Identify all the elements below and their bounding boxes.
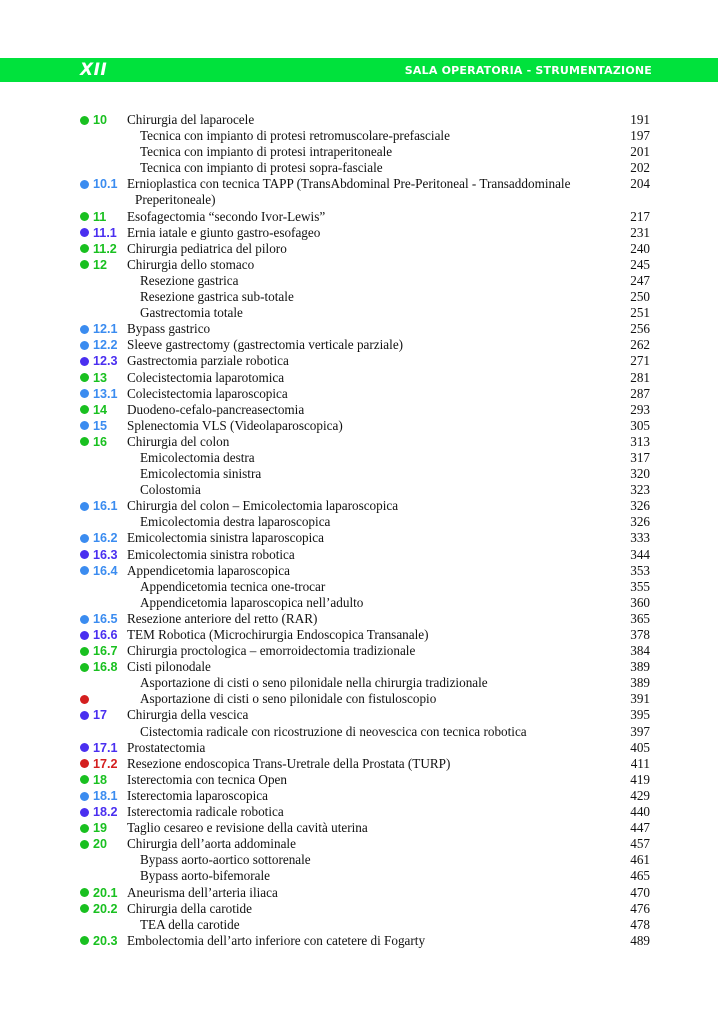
toc-entry-page: 478 — [630, 916, 650, 932]
toc-entry-title — [140, 724, 620, 740]
toc-entry[interactable] — [0, 257, 718, 273]
toc-entry-page: 197 — [630, 128, 650, 144]
green-bullet-icon — [80, 840, 89, 849]
toc-entry-page: 457 — [630, 836, 650, 852]
green-bullet-icon — [80, 888, 89, 897]
toc-entry-title — [127, 370, 607, 386]
toc-entry-page: 293 — [630, 401, 650, 417]
toc-entry-title — [140, 450, 620, 466]
toc-entry-title-text: Esofagectomia “secondo Ivor-Lewis” — [127, 208, 326, 224]
toc-entry-title — [127, 547, 607, 563]
toc-entry[interactable] — [0, 868, 718, 884]
toc-entry-number: 17.1 — [93, 740, 118, 755]
toc-entry-title — [140, 466, 620, 482]
toc-entry-number: 20.3 — [93, 933, 118, 948]
toc-entry[interactable] — [0, 386, 718, 402]
toc-entry[interactable] — [0, 740, 718, 756]
toc-entry-title-text: Emicolectomia sinistra laparoscopica — [127, 530, 325, 546]
toc-entry-page: 411 — [630, 755, 650, 771]
toc-entry-number: 11.2 — [93, 241, 117, 256]
toc-entry-title — [140, 579, 620, 595]
toc-entry-title — [140, 868, 620, 884]
toc-entry-page: 344 — [630, 546, 650, 562]
toc-entry-page: 465 — [630, 868, 650, 884]
toc-entry-page: 287 — [630, 385, 650, 401]
toc-entry-title-text: Chirurgia del colon — [127, 433, 230, 449]
toc-entry[interactable] — [0, 209, 718, 225]
toc-entry-title-text: Resezione endoscopica Trans-Uretrale della Prostata (TURP) — [127, 755, 451, 771]
toc-entry[interactable] — [0, 418, 718, 434]
toc-entry-number: 15 — [93, 418, 108, 433]
toc-entry-page: 201 — [630, 144, 650, 160]
toc-entry-title-text: Colostomia — [140, 482, 201, 498]
purple-bullet-icon — [80, 550, 89, 559]
toc-entry-title — [140, 305, 620, 321]
toc-entry-number: 19 — [93, 821, 108, 836]
toc-entry[interactable] — [0, 804, 718, 820]
toc-entry-title-text: TEA della carotide — [140, 916, 240, 932]
toc-entry-page: 202 — [630, 160, 650, 176]
toc-entry-title — [127, 740, 607, 756]
toc-entry-number: 17 — [93, 708, 108, 723]
toc-entry[interactable] — [0, 547, 718, 563]
toc-entry-title — [127, 498, 607, 514]
toc-entry-page: 419 — [630, 771, 650, 787]
toc-entry[interactable] — [0, 772, 718, 788]
toc-entry[interactable] — [0, 756, 718, 772]
toc-entry[interactable] — [0, 370, 718, 386]
blue-bullet-icon — [80, 421, 89, 430]
toc-entry-page: 378 — [630, 627, 650, 642]
toc-entry-title — [127, 241, 607, 257]
toc-entry-title — [140, 160, 620, 176]
toc-entry-title — [127, 659, 607, 675]
green-bullet-icon — [80, 116, 89, 125]
blue-bullet-icon — [80, 325, 89, 334]
blue-bullet-icon — [80, 615, 89, 624]
purple-bullet-icon — [80, 743, 89, 752]
toc-entry-number: 12.1 — [93, 322, 118, 337]
toc-entry-page: 397 — [630, 723, 650, 739]
toc-entry-title — [127, 901, 607, 917]
toc-entry-number: 16.2 — [93, 531, 118, 546]
toc-entry-title — [140, 273, 620, 289]
toc-entry[interactable] — [0, 917, 718, 933]
red-bullet-icon — [80, 695, 89, 704]
toc-entry-page: 217 — [630, 208, 650, 224]
toc-entry-number: 18.2 — [93, 805, 118, 820]
toc-entry-title — [127, 885, 607, 901]
toc-entry-title — [127, 563, 607, 579]
toc-entry[interactable] — [0, 241, 718, 257]
toc-entry[interactable] — [0, 337, 718, 353]
red-bullet-icon — [80, 759, 89, 768]
toc-entry-title-text: Chirurgia della carotide — [127, 900, 252, 916]
toc-entry[interactable] — [0, 498, 718, 514]
header-band — [0, 58, 718, 82]
toc-entry-page: 305 — [630, 417, 650, 433]
toc-entry[interactable] — [0, 675, 718, 691]
toc-entry-title — [127, 643, 607, 659]
toc-entry-title-text: Cisti pilonodale — [127, 659, 211, 675]
toc-entry[interactable] — [0, 402, 718, 418]
toc-entry-number: 13 — [93, 370, 108, 385]
toc-entry[interactable] — [0, 273, 718, 289]
toc-entry-number: 16.5 — [93, 611, 118, 626]
toc-entry-title — [140, 675, 620, 691]
toc-entry-title — [127, 820, 607, 836]
purple-bullet-icon — [80, 631, 89, 640]
toc-entry-title — [127, 257, 607, 273]
toc-entry[interactable] — [0, 611, 718, 627]
toc-entry-title — [127, 788, 607, 804]
toc-entry-title — [127, 627, 607, 643]
toc-entry-page: 262 — [630, 337, 650, 353]
toc-entry-page: 489 — [630, 932, 650, 948]
green-bullet-icon — [80, 373, 89, 382]
section-title: SALA OPERATORIA - STRUMENTAZIONE — [404, 63, 652, 77]
toc-entry-title — [140, 482, 620, 498]
toc-entry-title-text: Emicolectomia sinistra — [140, 466, 262, 482]
toc-entry[interactable] — [0, 852, 718, 868]
toc-entry-title-text: Colecistectomia laparotomica — [127, 369, 285, 385]
toc-entry-title-text: Chirurgia del colon – Emicolectomia laparoscopica — [127, 498, 399, 514]
toc-entry-page: 353 — [630, 562, 650, 578]
toc-entry-title — [127, 225, 607, 241]
toc-entry-title — [127, 209, 607, 225]
toc-entry-title — [127, 611, 607, 627]
toc-entry-title-text: Bypass aorto-bifemorale — [140, 868, 271, 884]
toc-entry-page: 250 — [630, 289, 650, 305]
toc-entry[interactable] — [0, 144, 718, 160]
toc-entry[interactable] — [0, 530, 718, 546]
blue-bullet-icon — [80, 341, 89, 350]
toc-entry-title-text: Asportazione di cisti o seno pilonidale nella chirurgia tradizionale — [140, 675, 488, 691]
toc-entry-page: 447 — [630, 820, 650, 836]
toc-entry[interactable] — [0, 514, 718, 530]
toc-entry-number: 16.3 — [93, 547, 118, 562]
toc-entry-title — [127, 756, 607, 772]
toc-entry[interactable] — [0, 305, 718, 321]
toc-entry-title-text: Appendicetomia tecnica one-trocar — [140, 578, 326, 594]
toc-entry-title — [140, 128, 620, 144]
toc-entry-number: 16.6 — [93, 628, 118, 642]
toc-entry[interactable] — [0, 289, 718, 305]
toc-entry-number: 12.3 — [93, 354, 118, 369]
toc-entry-title — [127, 933, 607, 949]
blue-bullet-icon — [80, 566, 89, 575]
toc-entry-title-text: Chirurgia della vescica — [127, 707, 249, 723]
toc-entry-page: 461 — [630, 852, 650, 868]
toc-entry-number: 20 — [93, 837, 108, 852]
green-bullet-icon — [80, 437, 89, 446]
toc-entry-title-text: Bypass gastrico — [127, 321, 211, 337]
toc-entry-title-text: Isterectomia radicale robotica — [127, 804, 284, 820]
toc-entry-title — [127, 434, 607, 450]
toc-entry-title-text: Colecistectomia laparoscopica — [127, 385, 288, 401]
toc-entry-title-text: Aneurisma dell’arteria iliaca — [127, 884, 278, 900]
toc-entry-number: 11 — [93, 209, 107, 224]
toc-entry-page: 389 — [630, 675, 650, 691]
toc-entry[interactable] — [0, 321, 718, 337]
toc-entry-title — [140, 595, 620, 611]
toc-entry-page: 440 — [630, 804, 650, 820]
toc-entry-page: 429 — [630, 787, 650, 803]
toc-entry[interactable] — [0, 112, 718, 128]
purple-bullet-icon — [80, 357, 89, 366]
toc-entry-number: 16.7 — [93, 644, 118, 659]
toc-entry-number: 17.2 — [93, 756, 118, 771]
toc-entry-title-text: Bypass aorto-aortico sottorenale — [140, 852, 311, 868]
toc-entry-title — [127, 836, 607, 852]
toc-entry-number: 14 — [93, 402, 108, 417]
toc-entry-title — [140, 917, 620, 933]
toc-entry[interactable] — [0, 563, 718, 579]
blue-bullet-icon — [80, 502, 89, 511]
toc-entry-number: 12 — [93, 257, 108, 272]
toc-entry-title-text: Appendicetomia laparoscopica nell’adulto — [140, 594, 364, 610]
toc-entry-number: 10.1 — [93, 177, 118, 192]
toc-entry[interactable] — [0, 788, 718, 804]
toc-entry[interactable] — [0, 434, 718, 450]
toc-entry-title-text: Emicolectomia destra — [140, 449, 255, 465]
toc-entry-title-text: Chirurgia proctologica – emorroidectomia tradizionale — [127, 643, 416, 659]
toc-entry[interactable] — [0, 176, 718, 208]
toc-entry-page: 240 — [630, 240, 650, 256]
toc-entry-page: 231 — [630, 224, 650, 240]
toc-entry-number: 16 — [93, 434, 108, 449]
toc-entry-page: 251 — [630, 305, 650, 321]
toc-entry-number: 16.1 — [93, 499, 118, 514]
green-bullet-icon — [80, 244, 89, 253]
toc-entry-page: 476 — [630, 900, 650, 916]
toc-entry-title-text: Prostatectomia — [127, 739, 206, 755]
toc-entry-page: 320 — [630, 466, 650, 482]
toc-entry-page: 389 — [630, 659, 650, 675]
toc-entry[interactable] — [0, 659, 718, 675]
toc-entry-title-text: Tecnica con impianto di protesi intraperitoneale — [140, 144, 393, 160]
green-bullet-icon — [80, 405, 89, 414]
toc-entry-title — [140, 289, 620, 305]
toc-entry-title-text: Isterectomia laparoscopica — [127, 787, 268, 803]
green-bullet-icon — [80, 663, 89, 672]
blue-bullet-icon — [80, 534, 89, 543]
toc-entry-page: 391 — [630, 691, 650, 707]
toc-entry-page: 271 — [630, 353, 650, 369]
toc-entry-title-text: Sleeve gastrectomy (gastrectomia verticale parziale) — [127, 337, 404, 353]
toc-entry-number: 10 — [93, 113, 108, 127]
toc-entry[interactable] — [0, 820, 718, 836]
toc-entry-page: 317 — [630, 449, 650, 465]
toc-entry-page: 395 — [630, 707, 650, 723]
toc-entry-number: 11.1 — [93, 225, 117, 240]
purple-bullet-icon — [80, 808, 89, 817]
green-bullet-icon — [80, 936, 89, 945]
blue-bullet-icon — [80, 389, 89, 398]
toc-entry[interactable] — [0, 353, 718, 369]
toc-entry-title-text: Ernia iatale e giunto gastro-esofageo — [127, 224, 321, 240]
green-bullet-icon — [80, 212, 89, 221]
toc-entry-title — [140, 691, 620, 707]
toc-entry-title — [127, 386, 607, 402]
toc-entry[interactable] — [0, 466, 718, 482]
toc-entry-title — [127, 402, 607, 418]
toc-entry-page: 326 — [630, 514, 650, 530]
toc-entry[interactable] — [0, 707, 718, 723]
toc-entry-title — [127, 176, 607, 208]
toc-entry-page: 355 — [630, 578, 650, 594]
table-of-contents — [0, 112, 718, 949]
toc-entry-page: 405 — [630, 739, 650, 755]
toc-entry-title-text: Asportazione di cisti o seno pilonidale con fistuloscopio — [140, 691, 437, 707]
toc-entry-title-continuation: Preperitoneale) — [135, 192, 216, 208]
toc-entry-title-text: Chirurgia pediatrica del piloro — [127, 240, 287, 256]
blue-bullet-icon — [80, 792, 89, 801]
toc-entry-title-text: Chirurgia del laparocele — [127, 112, 255, 127]
toc-entry-title-text: TEM Robotica (Microchirurgia Endoscopica Transanale) — [127, 627, 429, 642]
toc-entry[interactable] — [0, 225, 718, 241]
toc-entry-number: 12.2 — [93, 338, 118, 353]
toc-entry-title-text: Resezione gastrica — [140, 272, 239, 288]
toc-entry-title — [127, 418, 607, 434]
toc-entry-title-text: Embolectomia dell’arto inferiore con catetere di Fogarty — [127, 932, 426, 948]
toc-entry-title-text: Ernioplastica con tecnica TAPP (TransAbdominal Pre-Peritoneal - Transaddominale — [127, 176, 571, 192]
toc-entry-title — [127, 321, 607, 337]
green-bullet-icon — [80, 260, 89, 269]
toc-entry-title-text: Resezione gastrica sub-totale — [140, 289, 294, 305]
page-number: XII — [80, 60, 108, 80]
toc-entry-title-text: Tecnica con impianto di protesi retromuscolare-prefasciale — [140, 128, 450, 144]
blue-bullet-icon — [80, 180, 89, 189]
toc-entry-title-text: Resezione anteriore del retto (RAR) — [127, 610, 318, 626]
toc-entry-number: 13.1 — [93, 386, 118, 401]
toc-entry-number: 16.4 — [93, 563, 118, 578]
toc-entry[interactable] — [0, 691, 718, 707]
toc-entry-page: 333 — [630, 530, 650, 546]
toc-entry-title — [127, 804, 607, 820]
toc-entry[interactable] — [0, 482, 718, 498]
toc-entry[interactable] — [0, 160, 718, 176]
toc-entry-title-text: Chirurgia dell’aorta addominale — [127, 836, 296, 852]
toc-entry-title — [127, 772, 607, 788]
green-bullet-icon — [80, 647, 89, 656]
toc-entry-page: 326 — [630, 498, 650, 514]
toc-entry-page: 256 — [630, 321, 650, 337]
toc-entry-title — [140, 144, 620, 160]
toc-entry-title — [140, 514, 620, 530]
toc-entry[interactable] — [0, 885, 718, 901]
toc-entry[interactable] — [0, 901, 718, 917]
toc-entry-page: 247 — [630, 272, 650, 288]
toc-entry-number: 20.2 — [93, 901, 118, 916]
green-bullet-icon — [80, 904, 89, 913]
toc-entry-page: 281 — [630, 369, 650, 385]
toc-entry-number: 16.8 — [93, 660, 118, 675]
toc-entry-page: 365 — [630, 610, 650, 626]
green-bullet-icon — [80, 824, 89, 833]
toc-entry-page: 470 — [630, 884, 650, 900]
toc-entry-number: 20.1 — [93, 885, 118, 900]
toc-entry-title — [127, 112, 607, 128]
toc-entry-title-text: Gastrectomia parziale robotica — [127, 353, 289, 369]
toc-entry[interactable] — [0, 724, 718, 740]
toc-entry[interactable] — [0, 595, 718, 611]
toc-entry-title-text: Emicolectomia destra laparoscopica — [140, 514, 331, 530]
toc-entry-title-text: Chirurgia dello stomaco — [127, 256, 255, 272]
toc-entry-page: 245 — [630, 256, 650, 272]
toc-entry[interactable] — [0, 627, 718, 643]
toc-entry-title-text: Emicolectomia sinistra robotica — [127, 546, 295, 562]
toc-entry-page: 323 — [630, 482, 650, 498]
toc-entry-number: 18 — [93, 772, 108, 787]
toc-entry-title-text: Duodeno-cefalo-pancreasectomia — [127, 401, 305, 417]
toc-entry-title — [127, 337, 607, 353]
toc-entry-title — [127, 530, 607, 546]
toc-entry-number: 18.1 — [93, 788, 118, 803]
purple-bullet-icon — [80, 711, 89, 720]
toc-entry-title-text: Cistectomia radicale con ricostruzione di neovescica con tecnica robotica — [140, 723, 527, 739]
toc-entry-title-text: Tecnica con impianto di protesi sopra-fasciale — [140, 160, 383, 176]
toc-entry-title — [140, 852, 620, 868]
purple-bullet-icon — [80, 228, 89, 237]
toc-entry-title-text: Gastrectomia totale — [140, 305, 243, 321]
toc-entry[interactable] — [0, 128, 718, 144]
toc-entry-page: 360 — [630, 594, 650, 610]
toc-entry-title-text: Splenectomia VLS (Videolaparoscopica) — [127, 417, 343, 433]
toc-entry-title — [127, 353, 607, 369]
toc-entry-title-text: Isterectomia con tecnica Open — [127, 771, 288, 787]
toc-entry-title-text: Appendicetomia laparoscopica — [127, 562, 290, 578]
toc-entry-page: 313 — [630, 433, 650, 449]
toc-entry[interactable] — [0, 450, 718, 466]
toc-entry-page: 204 — [630, 176, 650, 192]
toc-entry-title — [127, 707, 607, 723]
toc-entry-title-text: Taglio cesareo e revisione della cavità uterina — [127, 820, 368, 836]
toc-entry[interactable] — [0, 933, 718, 949]
toc-entry[interactable] — [0, 579, 718, 595]
toc-entry[interactable] — [0, 836, 718, 852]
toc-entry[interactable] — [0, 643, 718, 659]
green-bullet-icon — [80, 775, 89, 784]
toc-entry-page: 384 — [630, 643, 650, 659]
toc-entry-page: 191 — [630, 112, 650, 127]
